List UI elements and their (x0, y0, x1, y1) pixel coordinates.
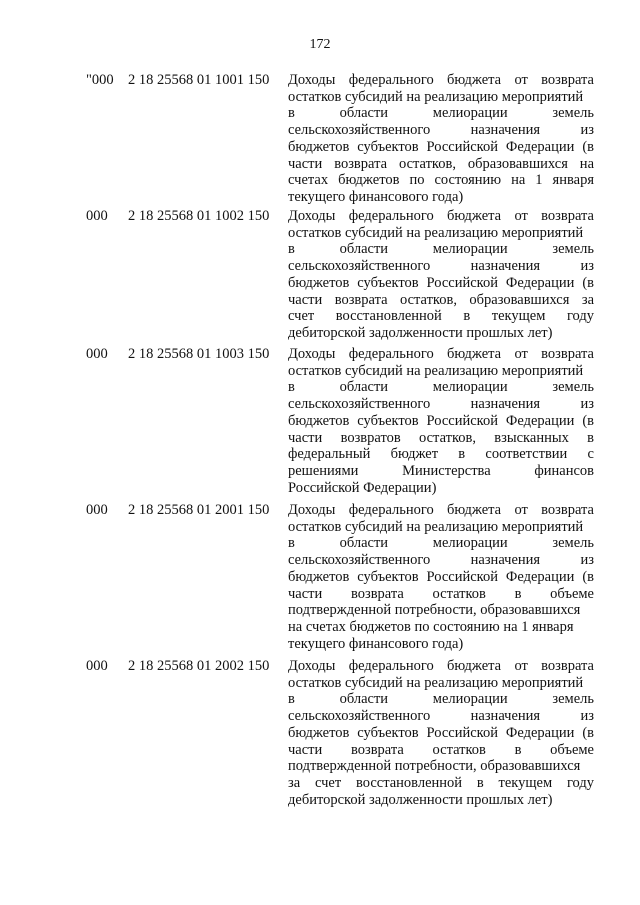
budget-code: 2 18 25568 01 1001 150 (128, 72, 270, 88)
description-line: Доходы федерального бюджета от возврата (288, 502, 594, 518)
description-line: остатков субсидий на реализацию мероприятий (288, 224, 584, 241)
description-line: в области мелиорации земель (288, 105, 594, 122)
description-line: Доходы федерального бюджета от возврата (288, 72, 594, 88)
budget-code: 2 18 25568 01 2002 150 (128, 658, 270, 674)
description-line: остатков субсидий на реализацию мероприятий (288, 674, 584, 691)
description-line: сельскохозяйственного назначения из (288, 396, 594, 413)
description-line: части возврата остатков, образовавшихся на (288, 155, 594, 172)
description-line: текущего финансового года) (288, 188, 464, 205)
budget-code: 2 18 25568 01 2001 150 (128, 502, 270, 518)
description-line: части возвратов остатков, взысканных в (288, 429, 594, 446)
description-line: Доходы федерального бюджета от возврата (288, 658, 594, 674)
entry-description (288, 208, 594, 342)
description-line: на счетах бюджетов по состоянию на 1 января (288, 618, 574, 635)
entry-prefix: 000 (86, 346, 108, 362)
description-line: части возврата остатков в объеме (288, 585, 594, 602)
description-line: бюджетов субъектов Российской Федерации (в (288, 412, 594, 429)
description-line: сельскохозяйственного назначения из (288, 258, 594, 275)
page-number: 172 (309, 37, 331, 52)
entry-prefix: 000 (86, 658, 108, 674)
description-line: остатков субсидий на реализацию мероприятий (288, 362, 584, 379)
description-line: части возврата остатков, образовавшихся за (288, 291, 594, 308)
entry-description (288, 502, 594, 652)
description-line: за счет восстановленной в текущем году (288, 774, 594, 791)
description-line: Доходы федерального бюджета от возврата (288, 346, 594, 362)
budget-code: 2 18 25568 01 1003 150 (128, 346, 270, 362)
description-line: решениями Министерства финансов (288, 462, 594, 479)
description-line: части возврата остатков в объеме (288, 741, 594, 758)
description-line: в области мелиорации земель (288, 535, 594, 552)
entry-prefix: 000 (86, 502, 108, 518)
entry-description (288, 346, 594, 496)
description-line: сельскохозяйственного назначения из (288, 122, 594, 139)
budget-code: 2 18 25568 01 1002 150 (128, 208, 270, 224)
description-line: бюджетов субъектов Российской Федерации (в (288, 568, 594, 585)
description-line: остатков субсидий на реализацию мероприятий (288, 88, 584, 105)
entry-description (288, 72, 594, 206)
description-line: Российской Федерации) (288, 479, 437, 496)
description-line: подтвержденной потребности, образовавшихся (288, 758, 581, 775)
description-line: счетах бюджетов по состоянию на 1 января (288, 172, 594, 189)
description-line: дебиторской задолженности прошлых лет) (288, 791, 553, 808)
entry-description (288, 658, 594, 808)
description-line: сельскохозяйственного назначения из (288, 552, 594, 569)
description-line: остатков субсидий на реализацию мероприятий (288, 518, 584, 535)
description-line: бюджетов субъектов Российской Федерации (в (288, 274, 594, 291)
description-line: счет восстановленной в текущем году (288, 308, 594, 325)
description-line: дебиторской задолженности прошлых лет) (288, 324, 553, 341)
description-line: сельскохозяйственного назначения из (288, 708, 594, 725)
description-line: текущего финансового года) (288, 635, 464, 652)
entry-prefix: 000 (86, 208, 108, 224)
description-line: бюджетов субъектов Российской Федерации (в (288, 724, 594, 741)
description-line: в области мелиорации земель (288, 379, 594, 396)
description-line: в области мелиорации земель (288, 691, 594, 708)
entry-prefix: "000 (86, 72, 114, 88)
description-line: в области мелиорации земель (288, 241, 594, 258)
description-line: Доходы федерального бюджета от возврата (288, 208, 594, 224)
description-line: федеральный бюджет в соответствии с (288, 446, 594, 463)
description-line: подтвержденной потребности, образовавшихся (288, 602, 581, 619)
description-line: бюджетов субъектов Российской Федерации (в (288, 138, 594, 155)
